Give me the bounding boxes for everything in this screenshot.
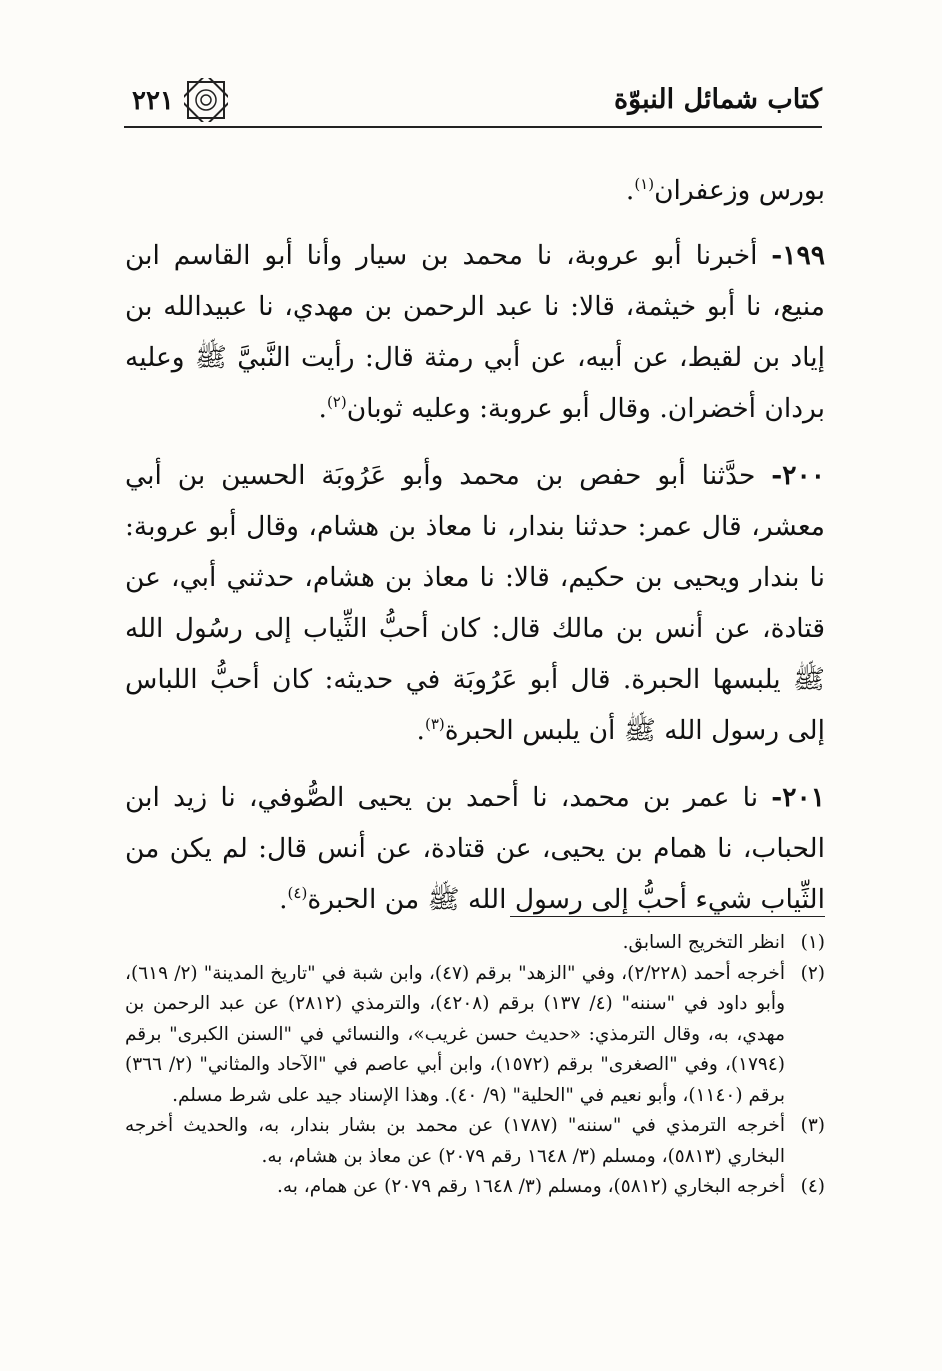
paragraph-continuation (125, 165, 825, 216)
paragraph-text: أخبرنا أبو عروبة، نا محمد بن سيار وأنا أبو القاسم ابن منيع، نا أبو خيثمة، قالا: نا عبد الرحمن بن مهدي، نا عبيدالله بن إياد بن لقيط، عن أبيه، عن أبي رمثة قال: رأيت النَّبيَّ ﷺ وعليه بردان أخضران. وقال أبو عروبة: وعليه ثوبان (125, 240, 825, 424)
paragraph-text: بورس وزعفران (654, 175, 825, 206)
footnote-ref: (١) (634, 175, 655, 194)
footnote-mark: (٤) (800, 1176, 825, 1197)
hadith-number: ٢٠١- (771, 782, 825, 813)
footnote-mark: (١) (800, 932, 825, 953)
paragraph-text: حدَّثنا أبو حفص بن محمد وأبو عَرُوبَة الحسين بن أبي معشر، قال عمر: حدثنا بندار، نا معاذ بن هشام، وقال أبو عروبة: نا بندار ويحيى بن حكيم، قالا: نا معاذ بن هشام، حدثني أبي، عن قتادة، عن أنس بن مالك قال: كان أحبُّ الثِّياب إلى رسُول الله ﷺ يلبسها الحبرة. قال أبو عَرُوبَة في حديثه: كان أحبُّ اللباس إلى رسول الله ﷺ أن يلبس الحبرة (125, 460, 825, 746)
footnote-text: أخرجه البخاري (٥٨١٢)، ومسلم (٣/ ١٦٤٨ رقم ٢٠٧٩) عن همام، به. (276, 1176, 785, 1197)
hadith-number: ١٩٩- (771, 240, 825, 271)
footnote-text: أخرجه الترمذي في "سننه" (١٧٨٧) عن محمد بن بشار بندار، به، والحديث أخرجه البخاري (٥٨١٣)، ومسلم (٣/ ١٦٤٨ رقم ٢٠٧٩) عن معاذ بن هشام، به. (125, 1115, 785, 1167)
footnote-mark: (٢) (800, 962, 825, 984)
ornament-icon (184, 78, 228, 122)
running-title: كتاب شمائل النبوّة (614, 84, 822, 115)
footnote (125, 1111, 825, 1172)
footnote-text: أخرجه أحمد (٢/٢٢٨)، وفي "الزهد" برقم (٤٧)، وابن شبة في "تاريخ المدينة" (٢/ ٦١٩)، وأبو داود في "سننه" (٤/ ١٣٧) برقم (٤٢٠٨)، والترمذي (٢٨١٢) عن عبد الرحمن بن مهدي، به، وقال الترمذي: «حديث حسن غريب»، والنسائي في "السنن الكبرى" برقم (١٧٩٤)، وفي "الصغرى" برقم (١٥٧٢)، وابن أبي عاصم في "الآحاد والمثاني" (٢/ ٣٦٦) برقم (١١٤٠)، وأبو نعيم في "الحلية" (٩/ ٤٠). وهذا الإسناد جيد على شرط مسلم. (125, 962, 786, 1106)
footnote-ref: (٣) (424, 715, 445, 734)
period: . (625, 175, 635, 206)
period: . (318, 393, 327, 424)
hadith-paragraph (125, 772, 825, 925)
header-rule (124, 126, 822, 128)
period: . (279, 884, 288, 915)
page-number: ٢٢١ (132, 86, 174, 116)
main-text (125, 165, 825, 941)
footnote-ref: (٤) (287, 884, 308, 903)
paragraph-text: نا عمر بن محمد، نا أحمد بن يحيى الصُّوفي، نا زيد ابن الحباب، نا همام بن يحيى، عن قتادة، عن أنس قال: لم يكن من الثِّياب شيء أحبُّ إلى رسول الله ﷺ من الحبرة (125, 782, 825, 915)
footnote-text: انظر التخريج السابق. (622, 932, 785, 953)
page-header (120, 78, 822, 128)
footnote-rule (510, 916, 825, 917)
hadith-paragraph (125, 230, 825, 434)
footnote (125, 928, 825, 959)
footnote-mark: (٣) (800, 1115, 825, 1136)
hadith-paragraph (125, 450, 825, 756)
hadith-number: ٢٠٠- (771, 460, 825, 491)
footnote-ref: (٢) (326, 393, 347, 412)
footnote (125, 959, 825, 1112)
footnote (125, 1172, 825, 1203)
period: . (416, 715, 425, 746)
footnotes (125, 928, 825, 1203)
